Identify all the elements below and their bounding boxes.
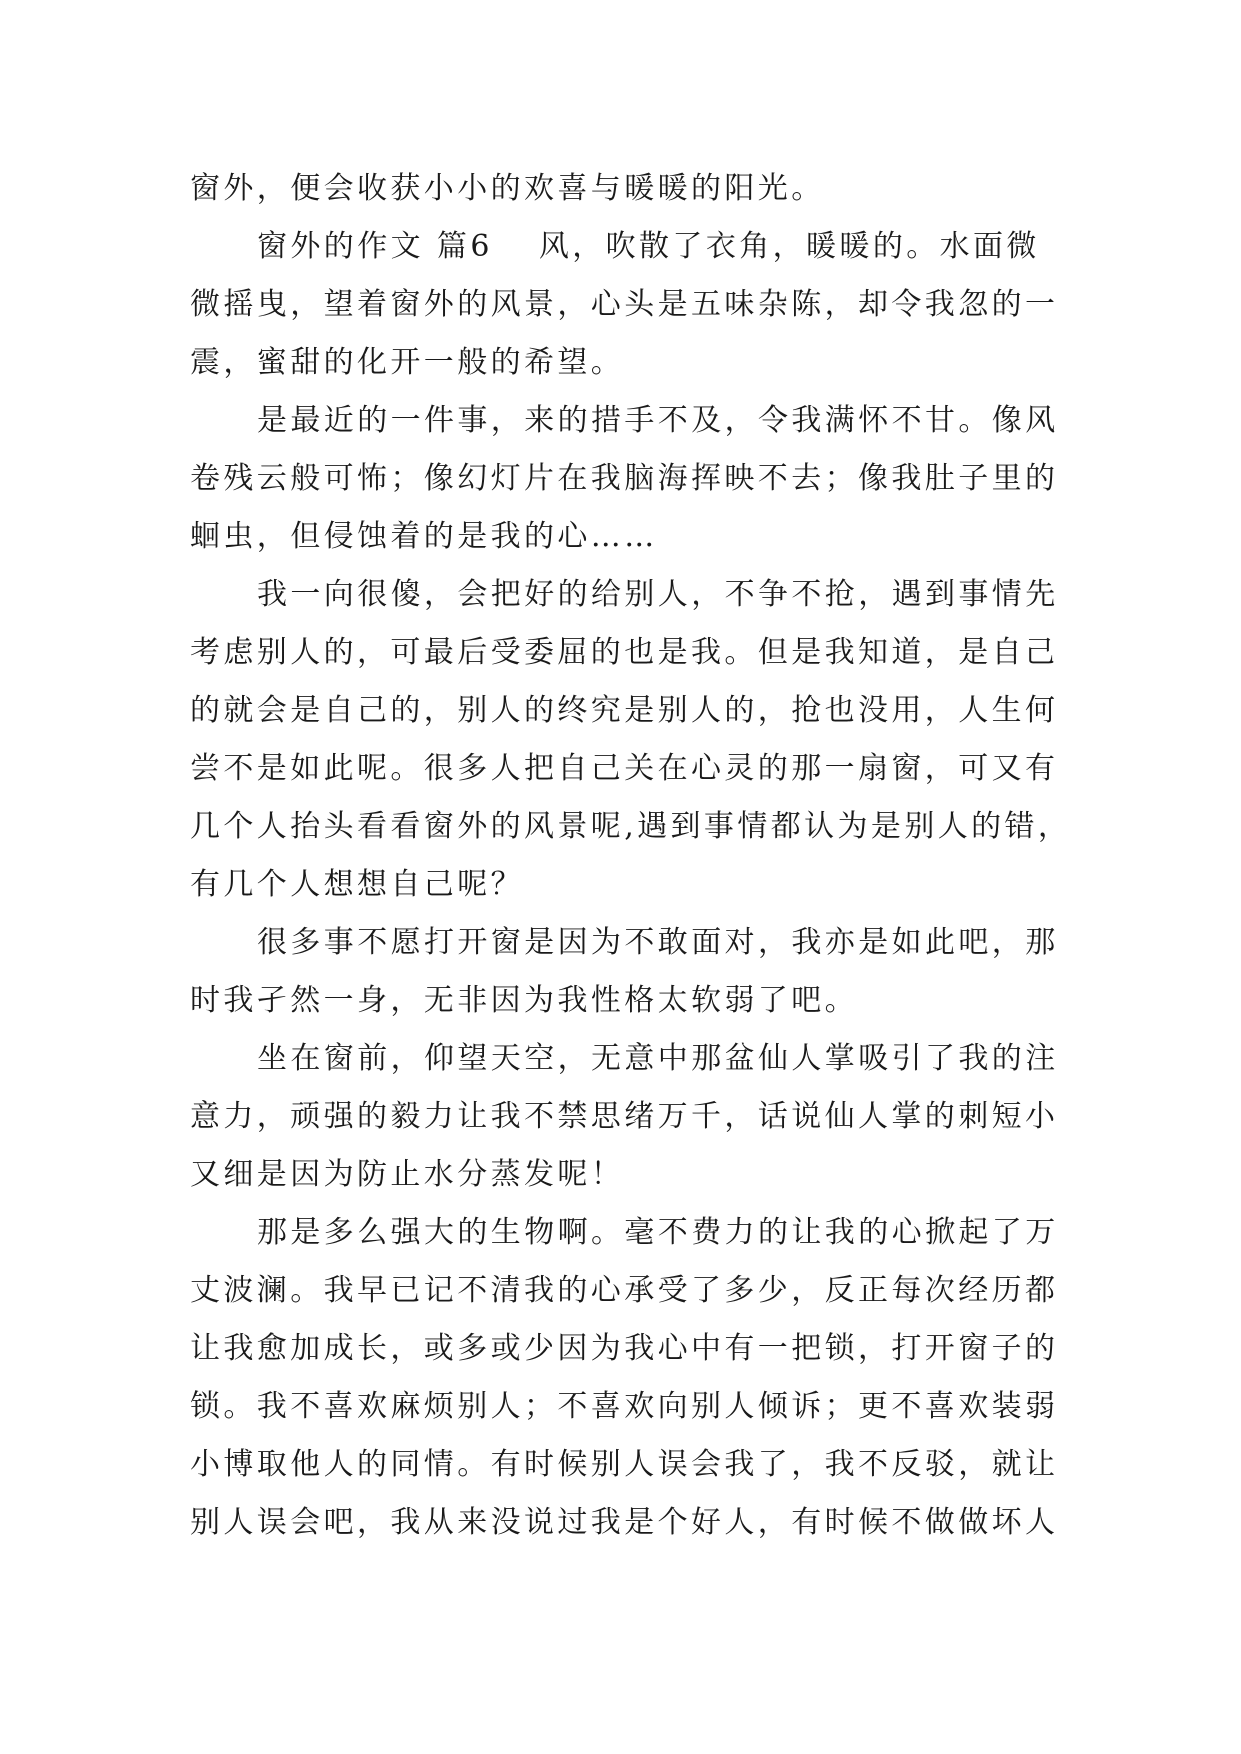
essay-body (190, 160, 1072, 1552)
text-line: 丈波澜。我早已记不清我的心承受了多少，反正每次经历都 (190, 1273, 1059, 1308)
text-line: 我一向很傻，会把好的给别人，不争不抢，遇到事情先 (257, 577, 1059, 612)
text-line: 是最近的一件事，来的措手不及，令我满怀不甘。像风 (257, 403, 1059, 438)
text-line: 窗外，便会收获小小的欢喜与暖暖的阳光。 (190, 171, 825, 206)
text-line: 有几个人想想自己呢？ (190, 867, 524, 902)
text-line: 小博取他人的同情。有时候别人误会我了，我不反驳，就让 (190, 1447, 1059, 1482)
text-line: 那是多么强大的生物啊。毫不费力的让我的心掀起了万 (257, 1215, 1059, 1250)
text-line: 别人误会吧，我从来没说过我是个好人，有时候不做做坏人 (190, 1505, 1059, 1540)
text-line: 微摇曳，望着窗外的风景，心头是五味杂陈，却令我忽的一 (190, 287, 1059, 322)
text-line: 锁。我不喜欢麻烦别人；不喜欢向别人倾诉；更不喜欢装弱 (190, 1389, 1059, 1424)
section-heading: 窗外的作文 篇6 (257, 229, 493, 264)
text-line: 很多事不愿打开窗是因为不敢面对，我亦是如此吧，那 (257, 925, 1059, 960)
text-line: 风，吹散了衣角，暖暖的。水面微 (538, 229, 1040, 264)
text-line: 震，蜜甜的化开一般的希望。 (190, 345, 625, 380)
text-line: 时我孑然一身，无非因为我性格太软弱了吧。 (190, 983, 858, 1018)
text-line: 卷残云般可怖；像幻灯片在我脑海挥映不去；像我肚子里的 (190, 461, 1059, 496)
text-line: 让我愈加成长，或多或少因为我心中有一把锁，打开窗子的 (190, 1331, 1059, 1366)
text-line: 几个人抬头看看窗外的风景呢,遇到事情都认为是别人的错， (190, 809, 1072, 844)
text-line: 又细是因为防止水分蒸发呢！ (190, 1157, 625, 1192)
text-line: 坐在窗前，仰望天空，无意中那盆仙人掌吸引了我的注 (257, 1041, 1059, 1076)
text-line: 意力，顽强的毅力让我不禁思绪万千，话说仙人掌的刺短小 (190, 1099, 1059, 1134)
text-line: 蛔虫，但侵蚀着的是我的心…… (190, 519, 658, 554)
text-line: 尝不是如此呢。很多人把自己关在心灵的那一扇窗，可又有 (190, 751, 1059, 786)
section-heading-line (190, 218, 1052, 276)
text-line: 的就会是自己的，别人的终究是别人的，抢也没用，人生何 (190, 693, 1059, 728)
text-line: 考虑别人的，可最后受委屈的也是我。但是我知道，是自己 (190, 635, 1059, 670)
